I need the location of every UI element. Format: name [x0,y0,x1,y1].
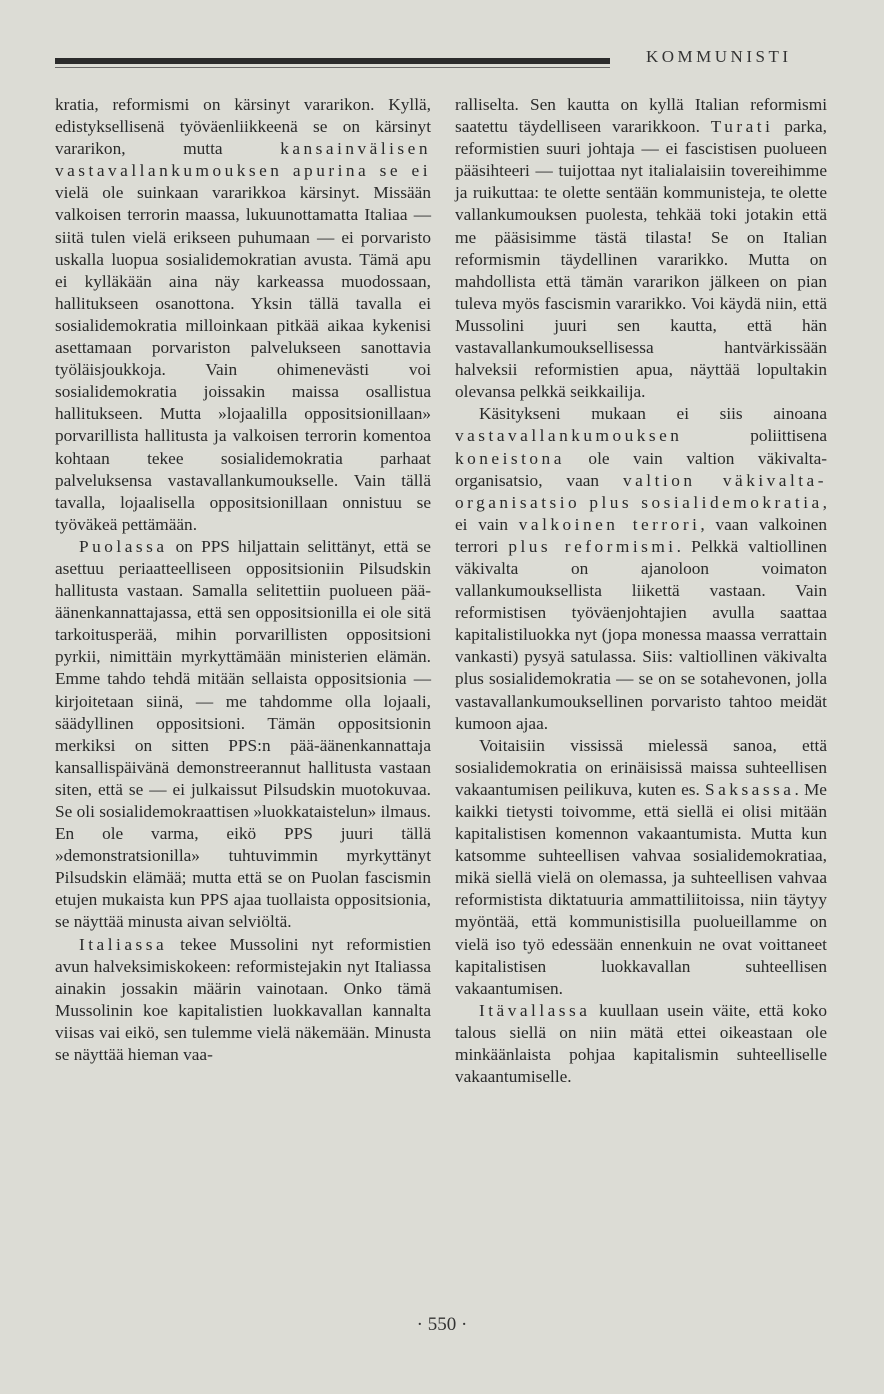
paragraph: Käsitykseni mukaan ei siis ainoana vastavallankumouksen poliittisena koneistona ole vain valtion väkivalta-organisatsio, vaan valtion väkivalta-organisatsio plus sosialidemokratia, ei vain valkoinen terrori, vaan valkoinen terrori plus reformismi. Pelkkä valtiollinen väkivalta on ajanoloon voimaton vallankumouksellista liikettä vastaan. Vain reformistisen työväenjohtajien avulla saattaa kapitalistiluokka nyt (jopa monessa maassa verrattain vankasti) pysyä satulassa. Siis: valtiollinen väkivalta plus sosialidemokratia — se on se sotahevonen, jolla vastavallankumouksellinen porvaristo tahtoo meidät kumoon ajaa. [455,404,827,733]
paragraph: Voitaisiin vississä mielessä sanoa, että sosialidemokratia on erinäisissä maissa suhteellisen vakaantumisen peilikuva, kuten es. Saksassa. Me kaikki tietysti toivomme, että siellä ei olisi mitään kapitalistisen komennon vakaantumista. Mutta kun katsomme suhteellisen vahvaa sosialidemokratiaa, mikä siellä vielä on olemassa, ja suhteellisen vahvaa reformistista diktatuuria ammattiliitoissa, niin täytyy myöntää, että kommunistisilla puolueillamme on vielä iso työ edessään ennenkuin ne ovat voittaneet kapitalistisen luokkavallan suhteellisen vakaantumisen. [455,735,827,998]
paragraph: ralliselta. Sen kautta on kyllä Italian reformismi saatettu täydelliseen vararikkoon. Turati parka, reformistien suuri johtaja — ei fascistisen puolueen pääsihteeri — tuijottaa nyt italialaisiin tovereihimme ja ruikuttaa: te olette sentään kommunisteja, te olette vallankumouksen puolesta, tehkää toki jotakin että me pääsisimme tästä tilasta! Se on Italian reformismin täydellinen vararikko. Mutta on mahdollista että tämän vararikon jälkeen on pian tuleva myös fascismin vararikko. Voi käydä niin, että Mussolini juuri sen kautta, että hän vastavallankumouksellisessa hantvärkissään halveksii reformistien apua, näyttää lopultakin olevansa pelkkä seikkailija. [455,95,827,402]
header-rule [55,58,610,64]
paragraph: kratia, reformismi on kärsinyt vararikon. Kyllä, edistyksellisenä työväenliikkeenä se on kärsinyt vararikon, mutta kansainvälisen vastavallankumouksen apurina se ei vielä ole suinkaan vararikkoa kärsinyt. Missään valkoisen terrorin maassa, lukuunottamatta Italiaa — siitä tulen vielä erikseen puhumaan — ei porvaristo uskalla luopua sosialidemokratian avusta. Tämä apu ei kylläkään aina näy karkeassa muodossaan, hallitukseen osanottona. Yksin tällä tavalla ei sosialidemokratia milloinkaan pitkää aikaa kykenisi asettamaan porvariston palvelukseen sanottavia työläisjoukkoja. Vain ohimenevästi voi sosialidemokratia joissakin maissa osallistua hallitukseen. Mutta »lojaalilla oppositsionillaan» porvarillista hallitusta ja valkoisen terrorin komentoa kohtaan tekee sosialidemokratia parhaat palveluksensa vastavallankumoukselle. Vain tällä tavalla, lojaalisella oppositsionillaan onnistuu se työväkeä pettämään. [55,95,431,534]
page-number: · 550 · [416,1314,468,1335]
header-rule-thin [55,67,610,68]
paragraph: Italiassa tekee Mussolini nyt reformistien avun halveksimiskokeen: reformistejakin nyt Italiassa ainakin jossakin määrin vainotaan. Onko tämä Mussolinin koe kapitalistien luokkavallan kannalta viisas vai eikö, sen tulemme vielä näkemään. Minusta se näyttää hieman vaa- [55,934,431,1065]
running-title: KOMMUNISTI [646,47,792,66]
left-column [55,94,431,1066]
paragraph: Puolassa on PPS hiljattain selittänyt, että se asettuu periaatteelliseen oppositsioniin Pilsudskin hallitusta vastaan. Samalla selitettiin puolueen pää-äänenkannattajassa, että sen oppositsionilla ei ole sitä tarkoitusperää, mihin porvarillisten oppositsioni pyrkii, nimittäin myrkyttämään ministerien elämän. Emme tahdo tehdä mitään sellaista oppositsionia — kirjoitetaan siinä, — me tahdomme olla lojaali, säädyllinen oppositsioni. Tämän oppositsionin merkiksi on sitten PPS:n pää-äänenkannattaja kansallispäivänä demonstreerannut hallitusta vastaan siten, että se — ei julkaissut Pilsudskin muotokuvaa. Se oli sosialidemokraattisen »luokkataistelun» ilmaus. En ole varma, eikö PPS juuri tällä »demonstratsionilla» tuhtuvimmin myrkyttänyt Pilsudskin elämää; mutta että se on Puolan fascismin etujen mukaista kun PPS ajaa tuollaista oppositsionia, se näyttää minusta aivan selviöltä. [55,536,431,932]
paragraph: Itävallassa kuullaan usein väite, että koko talous siellä on niin mätä ettei oikeastaan ole minkäänlaista pohjaa kapitalismin suhteelliselle vakaantumiselle. [455,1000,827,1087]
right-column [455,94,827,1088]
